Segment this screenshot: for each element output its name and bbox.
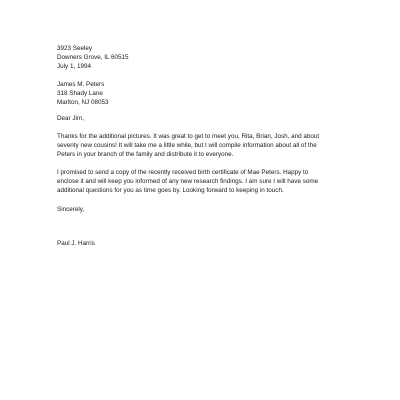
paragraph-1-line: seventy new cousins! It will take me a little while, but I will compile information about all of the (57, 142, 317, 150)
paragraph-2-line: additional questions for you as time goes by. Looking forward to keeping in touch. (57, 186, 284, 194)
paragraph-1-line: Thanks for the additional pictures. It was great to get to meet you, Rita, Brian, Josh, and about (57, 133, 320, 141)
letter-body (57, 45, 357, 249)
recipient-address (57, 81, 357, 108)
closing: Sincerely, (57, 205, 85, 213)
paragraph-1-line: Peters in your branch of the family and distribute it to everyone. (57, 151, 234, 159)
sender-address (57, 45, 357, 72)
paragraph-2 (57, 169, 357, 196)
signature-name: Paul J. Harris (57, 239, 95, 247)
paragraph-1 (57, 133, 357, 160)
paragraph-2-line: I promised to send a copy of the recently received birth certificate of Mae Peters. Happy to (57, 169, 309, 177)
salutation: Dear Jim, (57, 115, 84, 123)
sender-city-state-zip: Downers Grove, IL 60515 (57, 53, 129, 61)
letter-date: July 1, 1994 (57, 62, 91, 70)
recipient-street: 318 Shady Lane (57, 89, 103, 97)
recipient-city-state-zip: Marlton, NJ 08053 (57, 98, 109, 106)
sender-street: 3923 Seeley (57, 45, 93, 52)
paragraph-2-line: enclose it and will keep you informed of any new research findings. I am sure I will have some (57, 177, 319, 185)
recipient-name: James M. Peters (57, 80, 105, 88)
